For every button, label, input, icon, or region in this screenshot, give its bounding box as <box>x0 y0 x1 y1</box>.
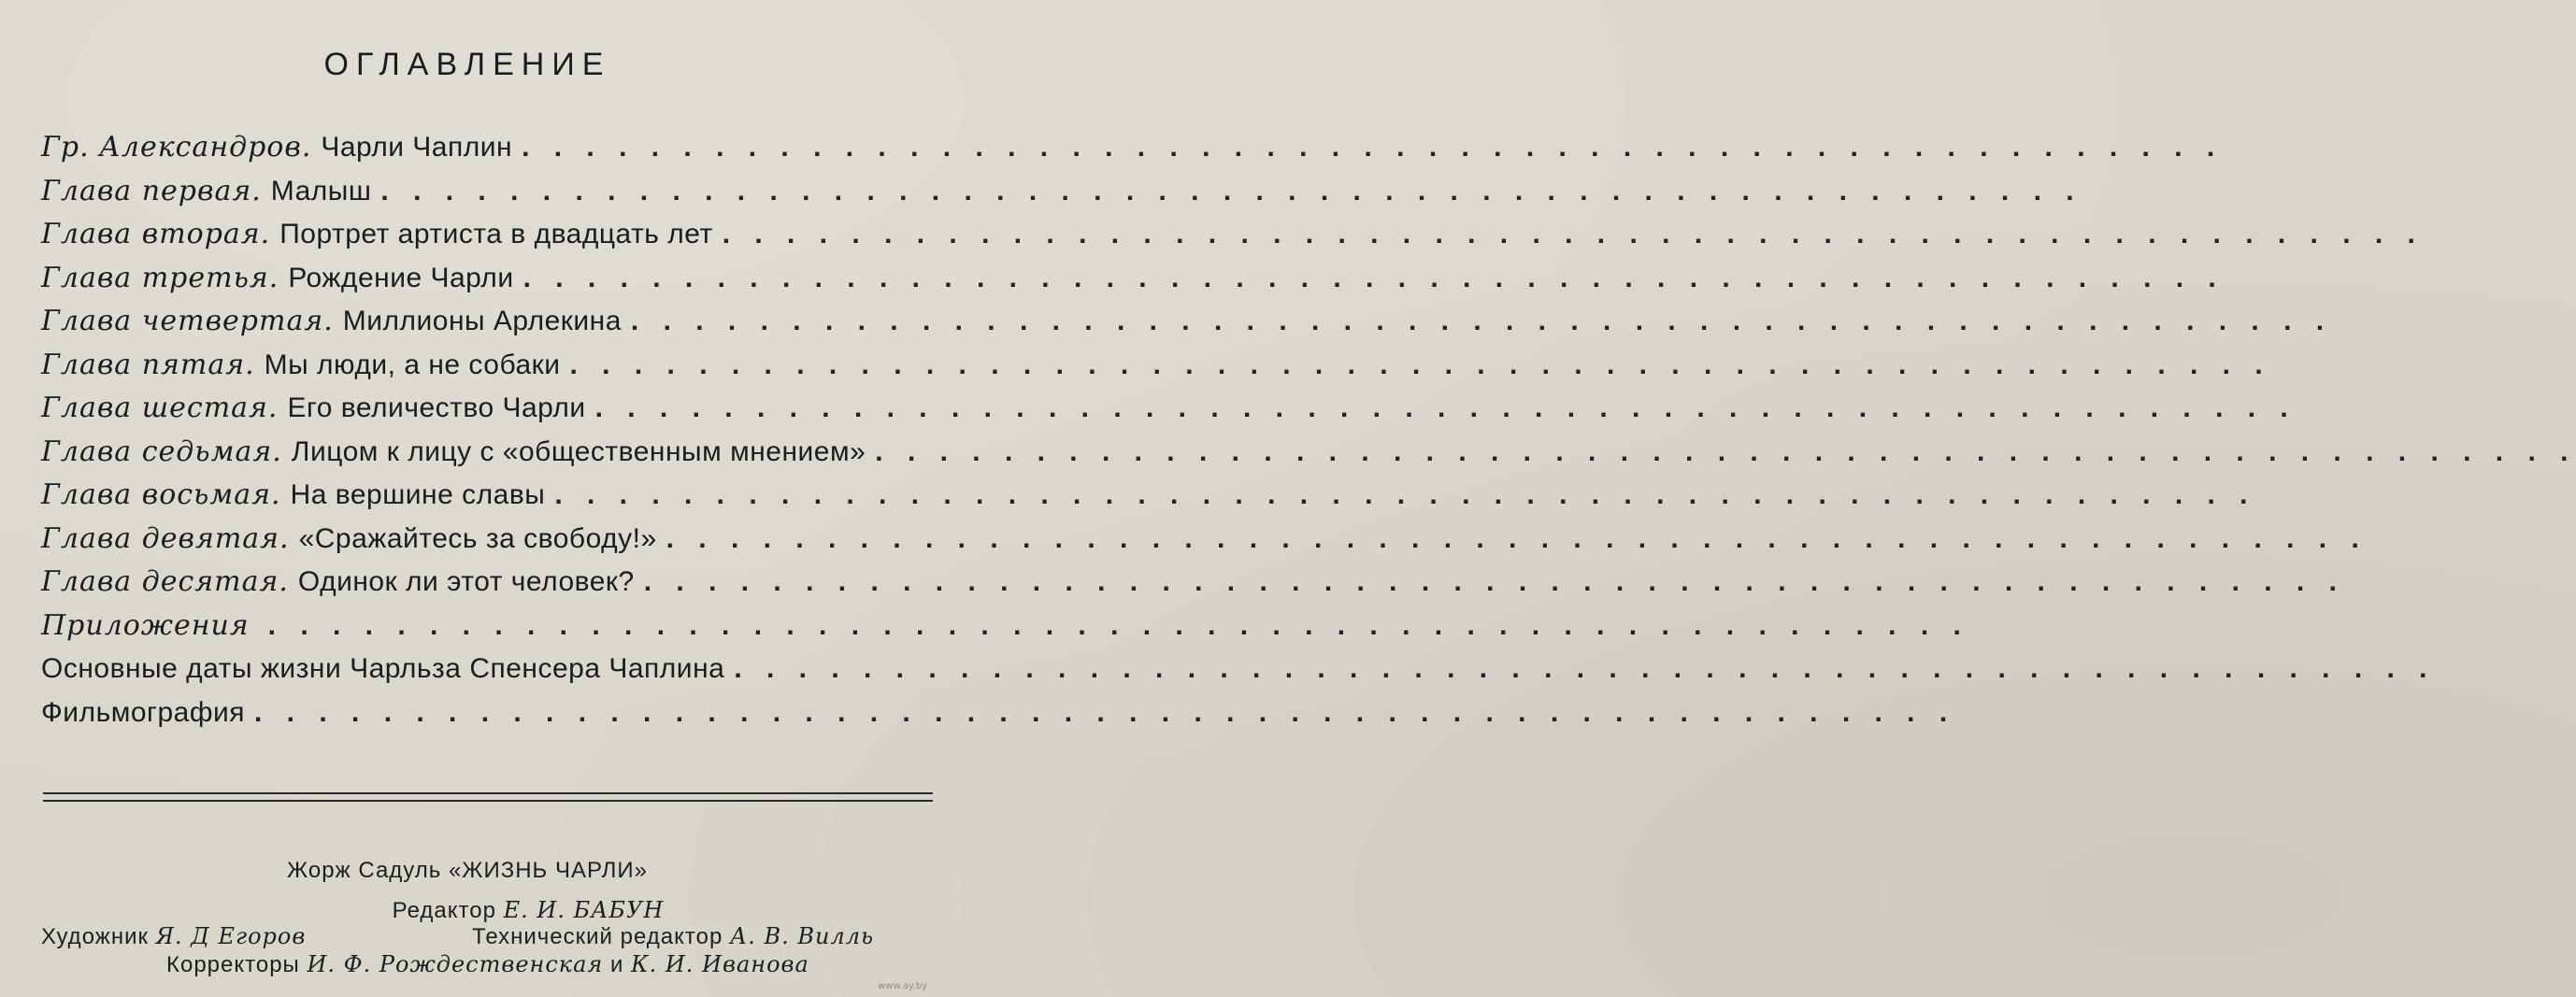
table-of-contents <box>41 126 2576 734</box>
toc-entry <box>41 605 1969 648</box>
correctors-conjunction: и <box>609 952 624 977</box>
toc-entry-label: Глава третья. <box>41 261 279 294</box>
colophon-correctors <box>166 951 809 978</box>
editor-name: Е. И. БАБУН <box>503 897 665 923</box>
dot-leader: . . . . . . . . . . . . . . . . . . . . . . . . . . . . . . . . . . . . . . . . . . . . . . . . . . . . . <box>522 132 2224 163</box>
toc-entry-title: Портрет артиста в двадцать лет <box>279 219 713 249</box>
toc-entry <box>41 300 2333 344</box>
dot-leader: . . . . . . . . . . . . . . . . . . . . . . . . . . . . . . . . . . . . . . . . . . . . . . . . . . . . . <box>630 306 2333 336</box>
toc-entry-title: Его величество Чарли <box>287 392 586 423</box>
artist-label: Художник <box>41 924 149 949</box>
tech-editor-label: Технический редактор <box>472 924 723 949</box>
dot-leader: . . . . . . . . . . . . . . . . . . . . . . . . . . . . . . . . . . . . . . . . . . . . . . . . . . . . . <box>569 349 2271 380</box>
toc-entry-label: Глава седьмая. <box>41 434 282 468</box>
toc-entry-title: Миллионы Арлекина <box>342 306 622 336</box>
toc-entry <box>41 561 2345 605</box>
correctors-label: Корректоры <box>166 952 300 977</box>
toc-entry-title: «Сражайтесь за свободу!» <box>298 522 657 554</box>
dot-leader: . . . . . . . . . . . . . . . . . . . . . . . . . . . . . . . . . . . . . . . . . . . . . . . . . . . . . <box>267 609 1969 641</box>
toc-entry-label: Гр. Александров. <box>41 131 312 164</box>
toc-entry-title: Основные даты жизни Чарльза Спенсера Чаплина <box>41 653 725 684</box>
dot-leader: . . . . . . . . . . . . . . . . . . . . . . . . . . . . . . . . . . . . . . . . . . . . . . . . . . . . . <box>380 175 2082 207</box>
toc-entry-label: Глава десятая. <box>41 565 289 598</box>
dot-leader: . . . . . . . . . . . . . . . . . . . . . . . . . . . . . . . . . . . . . . . . . . . . . . . . . . . . . <box>722 219 2424 249</box>
dot-leader: . . . . . . . . . . . . . . . . . . . . . . . . . . . . . . . . . . . . . . . . . . . . . . . . . . . . . <box>665 522 2368 554</box>
colophon-book-title: Жорж Садуль «ЖИЗНЬ ЧАРЛИ» <box>287 858 648 883</box>
toc-entry-label: Глава вторая. <box>41 218 271 250</box>
toc-entry <box>41 387 2297 431</box>
dot-leader: . . . . . . . . . . . . . . . . . . . . . . . . . . . . . . . . . . . . . . . . . . . . . . . . . . . . . <box>254 696 1956 728</box>
dot-leader: . . . . . . . . . . . . . . . . . . . . . . . . . . . . . . . . . . . . . . . . . . . . . . . . . . . . . <box>643 566 2345 597</box>
page-title: ОГЛАВЛЕНИЕ <box>323 47 611 82</box>
toc-entry-title: Мы люди, а не собаки <box>264 349 561 380</box>
double-rule-divider <box>43 792 933 804</box>
toc-entry <box>41 126 2224 170</box>
toc-entry <box>41 518 2368 562</box>
toc-entry <box>41 648 2436 691</box>
toc-entry <box>41 170 2082 214</box>
toc-entry <box>41 213 2424 257</box>
dot-leader: . . . . . . . . . . . . . . . . . . . . . . . . . . . . . . . . . . . . . . . . . . . . . . . . . . . . . <box>554 479 2256 510</box>
toc-entry-label: Глава первая. <box>41 174 262 207</box>
rule-line <box>43 792 933 794</box>
toc-entry-title: Малыш <box>270 175 372 207</box>
toc-entry-label: Приложения <box>41 608 250 642</box>
toc-entry <box>41 474 2256 518</box>
toc-entry-label: Глава восьмая. <box>41 478 281 511</box>
toc-entry-label: Глава пятая. <box>41 348 255 381</box>
toc-entry <box>41 257 2225 301</box>
colophon-artist <box>41 923 306 950</box>
editor-label: Редактор <box>392 898 496 923</box>
dot-leader: . . . . . . . . . . . . . . . . . . . . . . . . . . . . . . . . . . . . . . . . . . . . . . . . . . . . . <box>734 653 2436 684</box>
rule-line <box>43 800 933 802</box>
toc-entry-title: Одинок ли этот человек? <box>297 566 635 597</box>
artist-name: Я. Д Егоров <box>155 923 307 949</box>
corrector-name: К. И. Иванова <box>631 951 809 977</box>
toc-entry-title: Лицом к лицу с «общественным мнением» <box>291 435 866 467</box>
site-watermark: www.ay.by <box>878 981 927 991</box>
toc-entry-title: На вершине славы <box>290 479 546 510</box>
toc-entry-label: Глава девятая. <box>41 521 290 555</box>
toc-entry-label: Глава шестая. <box>41 392 279 424</box>
toc-entry-title: Фильмография <box>41 696 246 728</box>
toc-entry <box>41 431 2576 475</box>
dot-leader: . . . . . . . . . . . . . . . . . . . . . . . . . . . . . . . . . . . . . . . . . . . . . . . . . . . . . <box>522 262 2225 293</box>
toc-entry <box>41 691 1956 735</box>
colophon-editor <box>0 897 1056 924</box>
dot-leader: . . . . . . . . . . . . . . . . . . . . . . . . . . . . . . . . . . . . . . . . . . . . . . . . . . . . . <box>875 435 2576 467</box>
tech-editor-name: А. В. Вилль <box>730 923 875 949</box>
toc-entry-title: Рождение Чарли <box>288 262 514 293</box>
colophon-tech-editor <box>472 923 874 950</box>
toc-entry-label: Глава четвертая. <box>41 305 334 337</box>
corrector-name: И. Ф. Рождественская <box>307 951 604 977</box>
toc-entry <box>41 344 2271 388</box>
toc-entry-title: Чарли Чаплин <box>321 132 513 163</box>
dot-leader: . . . . . . . . . . . . . . . . . . . . . . . . . . . . . . . . . . . . . . . . . . . . . . . . . . . . . <box>594 392 2297 423</box>
